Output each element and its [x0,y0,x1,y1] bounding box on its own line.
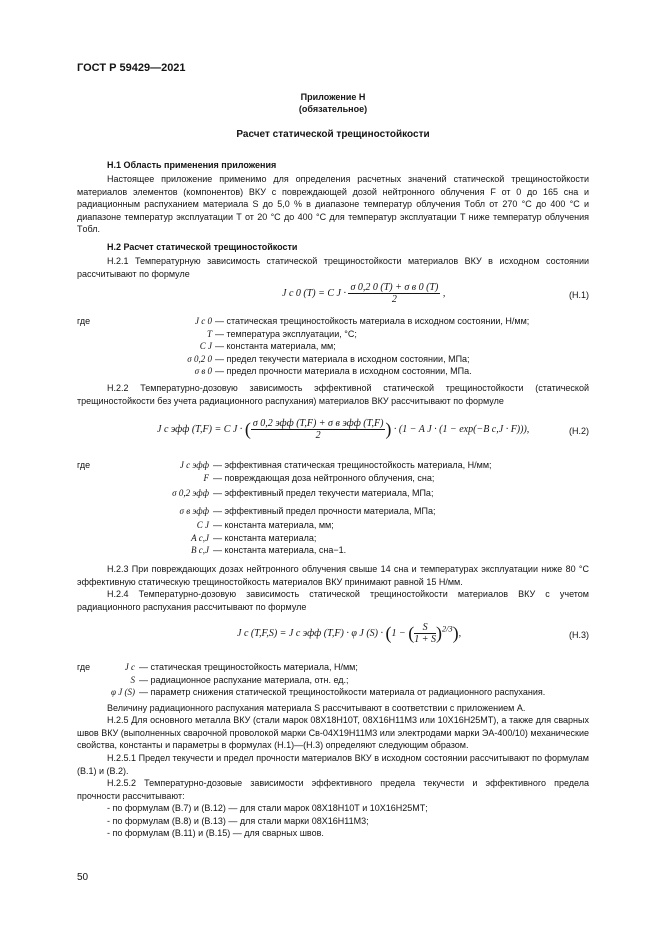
definitions-h1 [77,315,589,378]
definitions-h2 [77,459,589,557]
def-symbol: S [130,674,135,685]
eq2-lhs: J c эфф (T,F) = C J · [157,423,243,435]
def-symbol: φ J (S) [111,687,135,697]
def-text: — эффективный предел прочности материала, МПа; [213,506,436,516]
eq2-numerator: σ 0,2 эфф (T,F) + σ в эфф (T,F) [252,418,384,429]
doc-header: ГОСТ Р 59429—2021 [77,62,186,74]
def-text: — параметр снижения статической трещиностойкости материала от радиационного распухания. [139,687,546,697]
paragraph-h23: Н.2.3 При повреждающих дозах нейтронного облучения свыше 14 сна и температурах эксплуатации ниже 80 °С эффективную статическую трещиностойкость материалов ВКУ принимают равной 15 Н/мм. [77,564,589,587]
formula-list [107,802,428,840]
def-symbol: C J [196,520,209,530]
def-text: — предел прочности материала в исходном состоянии, МПа. [215,366,472,376]
eq1-denominator: 2 [391,294,397,305]
eq3-exponent: 2/3 [442,624,453,634]
list-item: - по формулам (В.11) и (В.15) — для сварных швов. [107,828,324,838]
eq3-frac-num: S [414,622,436,634]
section-1-title: Н.1 Область применения приложения [107,160,277,170]
def-symbol: T [206,328,212,339]
def-text: — эффективная статическая трещиностойкость материала, Н/мм; [213,460,492,470]
def-text: — температура эксплуатации, °С; [215,328,357,339]
where-label: где [77,662,91,672]
eq1-lhs: J c 0 (T) = C J · [282,287,346,299]
def-symbol: σ 0,2 эфф [172,488,209,498]
def-text: — повреждающая доза нейтронного облучения, сна; [213,472,435,483]
eq1-numerator: σ 0,2 0 (T) + σ в 0 (T) [350,282,439,293]
def-symbol: B c,J [191,545,209,555]
def-text: — статическая трещиностойкость материала, Н/мм; [139,662,358,672]
paragraph-h251: Н.2.5.1 Предел текучести и предел прочности материалов ВКУ в исходном состоянии рассчитывают по формулам (В.1) и (В.2). [77,753,589,776]
def-symbol: σ в эфф [179,506,209,516]
list-item: - по формулам (В.8) и (В.13) — для стали марки 08Х16Н11М3; [107,815,369,826]
where-label: где [77,460,91,470]
def-symbol: J c эфф [179,460,209,470]
def-text: — статическая трещиностойкость материала в исходном состоянии, Н/мм; [215,316,530,326]
eq1-number: (Н.1) [569,290,589,300]
def-symbol: σ в 0 [194,366,212,376]
paragraph-h25: Н.2.5 Для основного металла ВКУ (стали марок 08Х18Н10Т, 08Х16Н11М3 или 10Х16Н25МТ), а также для сварных швов ВКУ (выполненных сварочной проволокой марки Св-04Х19Н11М3 или электродами марки ЭА-400/10) механические свойства, константы и параметры в формулах (Н.1)—(Н.3) определяют следующим образом. [77,715,589,750]
list-item: - по формулам (В.7) и (В.12) — для стали марок 08Х18Н10Т и 10Х16Н25МТ; [107,803,428,813]
def-text: — константа материала, мм; [213,520,334,530]
paragraph-h24: Н.2.4 Температурно-дозовую зависимость статической трещиностойкости материалов ВКУ с учетом радиационного распухания рассчитывают по формуле [77,589,589,612]
eq3-lhs: J c (T,F,S) = J c эфф (T,F) · φ J (S) · [237,627,383,639]
doc-title: Расчет статической трещиностойкости [236,129,430,140]
appendix-title: Приложение Н [300,92,366,102]
def-text: — константа материала; [213,532,317,543]
def-symbol: C J [199,341,212,351]
section-2-title: Н.2 Расчет статической трещиностойкости [107,242,298,252]
page-number: 50 [77,872,89,883]
def-symbol: A c,J [191,532,209,543]
def-text: — предел текучести материала в исходном состоянии, МПа; [215,353,470,364]
def-symbol: σ 0,2 0 [187,353,212,364]
paragraph-h252: Н.2.5.2 Температурно-дозовые зависимости эффективного предела текучести и эффективного предела прочности рассчитывают: [77,778,589,801]
def-symbol: F [203,472,209,483]
eq2-tail: · (1 − A J · (1 − exp(−B c,J · F))), [393,423,530,435]
def-text: — эффективный предел текучести материала, МПа; [213,488,434,498]
paragraph-h21: Н.2.1 Температурную зависимость статической трещиностойкости материалов ВКУ в исходном состоянии рассчитывают по формуле [77,256,589,279]
definitions-h3 [77,661,589,699]
eq3-frac-den: 1 + S [414,634,436,645]
eq3-number: (Н.3) [569,630,589,640]
eq2-denominator: 2 [315,430,321,441]
appendix-status: (обязательное) [298,104,368,114]
def-text: — радиационное распухание материала, отн. ед.; [139,674,349,685]
section-1-paragraph: Настоящее приложение применимо для определения расчетных значений статической трещиностойкости материалов элементов (компонентов) ВКУ с повреждающей дозой нейтронного облучения F от 0 до 165 сна и радиационным распуханием материала S до 5,0 % в диапазоне температур облучения Tобл от 270 °С до 400 °С и диапазоне температур эксплуатации T от 20 °С до 400 °С для температур эксплуатации T ниже температур облучения Tобл. [77,174,589,234]
equation-h1 [77,282,589,310]
equation-h3: J c (T,F,S) = J c эфф (T,F) · φ J (S) · (1 − ( $\frac{S}{1 + S}$ )$^{2/3}$), (Н.3) [237,622,589,645]
paragraph-h22: Н.2.2 Температурно-дозовую зависимость эффективной статической трещиностойкости (статической трещиностойкости без учета радиационного распухания) материалов ВКУ рассчитывают по формуле [77,383,589,406]
def-text: — константа материала, сна−1. [213,545,347,555]
def-text: — константа материала, мм; [215,341,336,351]
eq2-number: (Н.2) [569,426,589,436]
def-symbol: J c 0 [195,316,212,326]
def-symbol: J c [124,662,135,672]
equation-h2: J c эфф (T,F) = C J · ( σ 0,2 эфф (T,F) + σ в эфф (T,F) 2 ) · (1 − A J · (1 − exp(−B c,J · F))), (Н.2) [157,418,589,441]
eq1-tail: , [442,287,446,299]
paragraph-swelling: Величину радиационного распухания материала S рассчитывают в соответствии с приложением А. [107,703,526,713]
where-label: где [77,316,91,326]
